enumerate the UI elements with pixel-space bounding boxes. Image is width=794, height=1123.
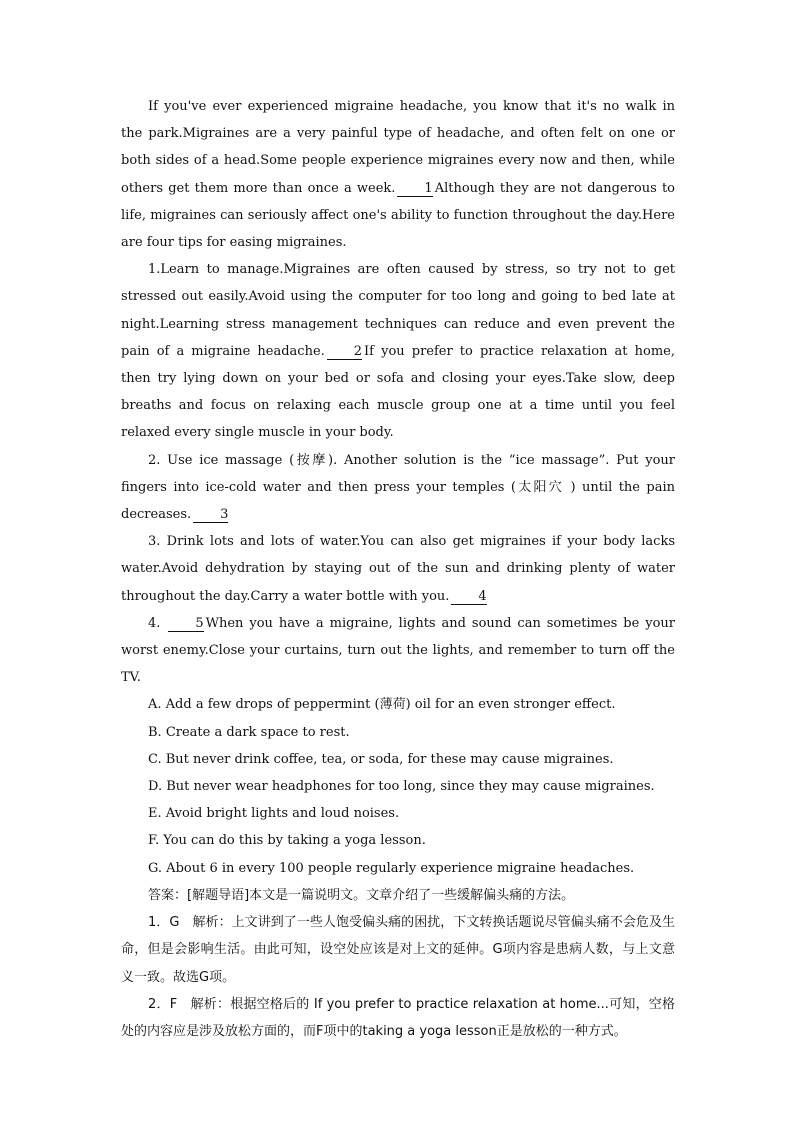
option-g: G. About 6 in every 100 people regularly experience migraine headaches. bbox=[148, 860, 635, 876]
option-c: C. But never drink coffee, tea, or soda, for these may cause migraines. bbox=[148, 751, 614, 767]
blank-3: 3 bbox=[193, 508, 228, 523]
intro-text-after: Although they are not dangerous to life, migraines can seriously affect one's ability to function throughout the day.Here are four tips for easing migraines. bbox=[121, 180, 675, 251]
tip2-text: 2. Use ice massage (按摩). Another solution is the “ice massage”. Put your fingers into ice-cold water and then press your temples (太阳穴 ) until the pain decreases. bbox=[121, 452, 675, 523]
tip1-text: 1.Learn to manage.Migraines are often caused by stress, so try not to get stressed out easily.Avoid using the computer for too long and going to bed late at night.Learning stress management techniques can reduce and even prevent the pain of a migraine headache. bbox=[121, 262, 675, 359]
option-d: D. But never wear headphones for too long, since they may cause migraines. bbox=[148, 779, 655, 795]
tip4-paragraph bbox=[121, 610, 675, 692]
document-page bbox=[121, 93, 675, 1045]
option-f: F. You can do this by taking a yoga lesson. bbox=[148, 833, 426, 849]
answer-1: 1．G 解析：上文讲到了一些人饱受偏头痛的困扰，下文转换话题说尽管偏头痛不会危及生命，但是会影响生活。由此可知，设空处应该是对上文的延伸。G项内容是患病人数，与上文意义一致。故选G项。 bbox=[121, 915, 675, 985]
blank-5: 5 bbox=[168, 617, 203, 632]
blank-1: 1 bbox=[397, 182, 432, 197]
answers-heading: 答案：[解题导语]本文是一篇说明文。文章介绍了一些缓解偏头痛的方法。 bbox=[148, 887, 575, 903]
answer-2: 2．F 解析：根据空格后的 If you prefer to practice relaxation at home...可知，空格处的内容应是涉及放松方面的，而F项中的taking a yoga lesson正是放松的一种方式。 bbox=[121, 996, 675, 1039]
blank-2: 2 bbox=[327, 345, 362, 360]
tip1-text-after: If you prefer to practice relaxation at home, then try lying down on your bed or sofa and closing your eyes.Take slow, deep breaths and focus on relaxing each muscle group one at a time until you feel relaxed every single muscle in your body. bbox=[121, 343, 675, 441]
intro-paragraph bbox=[121, 93, 675, 256]
tip2-paragraph bbox=[121, 447, 675, 529]
tip4-text-after: When you have a migraine, lights and sound can sometimes be your worst enemy.Close your curtains, turn out the lights, and remember to turn off the TV. bbox=[121, 615, 675, 686]
intro-text: If you've ever experienced migraine headache, you know that it's no walk in the park.Migraines are a very painful type of headache, and often felt on one or both sides of a head.Some people experience migraines every now and then, while others get them more than once a week. bbox=[121, 99, 675, 196]
tip3-paragraph bbox=[121, 528, 675, 610]
blank-4: 4 bbox=[451, 590, 486, 605]
tip3-text: 3. Drink lots and lots of water.You can also get migraines if your body lacks water.Avoid dehydration by staying out of the sun and drinking plenty of water throughout the day.Carry a water bottle with you. bbox=[121, 534, 675, 604]
option-b: B. Create a dark space to rest. bbox=[148, 724, 350, 740]
option-e: E. Avoid bright lights and loud noises. bbox=[148, 806, 400, 822]
tip4-text: 4. bbox=[148, 615, 167, 631]
tip1-paragraph bbox=[121, 256, 675, 446]
option-a: A. Add a few drops of peppermint (薄荷) oil for an even stronger effect. bbox=[148, 697, 616, 713]
